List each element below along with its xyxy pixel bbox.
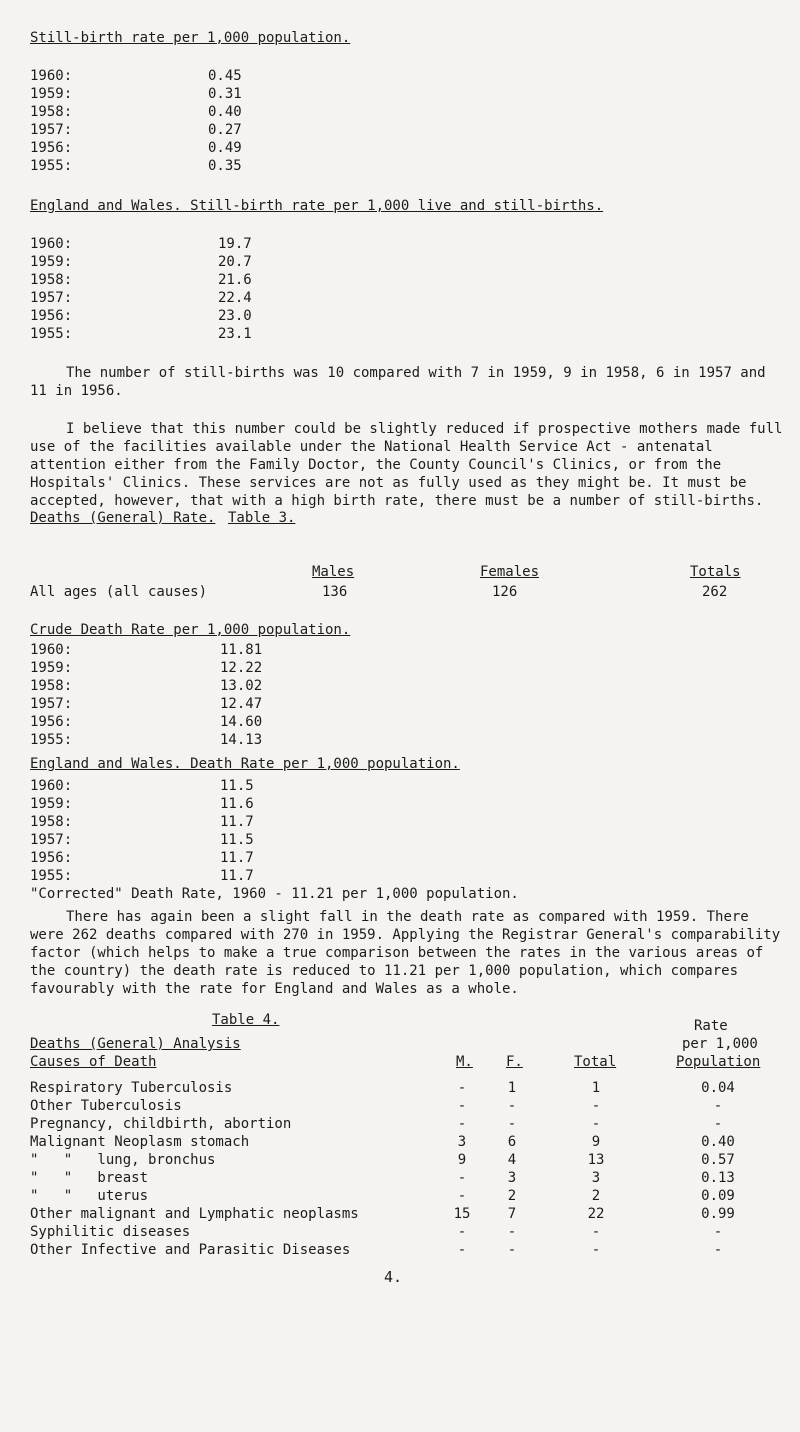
- year-label: 1958:: [30, 814, 73, 830]
- col-m: M.: [456, 1054, 473, 1070]
- year-label: 1956:: [30, 140, 73, 156]
- year-label: 1959:: [30, 86, 73, 102]
- death-rate-paragraph: [30, 908, 785, 998]
- cause-label: Other Tuberculosis: [30, 1098, 182, 1114]
- females-cell: 1: [507, 1080, 517, 1096]
- rate-value: 22.4: [218, 290, 252, 306]
- all-ages-label: All ages (all causes): [30, 584, 208, 600]
- females-cell: 4: [507, 1152, 517, 1168]
- paragraph-text: The number of still-births was 10 compared with 7 in 1959, 9 in 1958, 6 in 1957 and 11 in 1956.: [30, 365, 766, 399]
- paragraph-text: There has again been a slight fall in the death rate as compared with 1959. There were 262 deaths compared with 270 in 1959. Applying the Registrar General's comparability factor (which helps to make a true comparison between the rates in the various areas of the country) the death rate is reduced to 11.21 per 1,000 population, which compares favourably with the rate for England and Wales as a whole.: [30, 909, 781, 997]
- year-label: 1957:: [30, 696, 73, 712]
- females-cell: -: [507, 1098, 517, 1114]
- rate-value: 0.40: [208, 104, 242, 120]
- total-cell: 13: [587, 1152, 605, 1168]
- year-label: 1960:: [30, 68, 73, 84]
- table-4-title: [30, 1036, 241, 1052]
- males-value: 136: [322, 584, 348, 600]
- total-cell: -: [591, 1116, 601, 1132]
- total-cell: 3: [591, 1170, 601, 1186]
- rate-value: 11.5: [220, 832, 254, 848]
- year-label: 1960:: [30, 236, 73, 252]
- cause-label: Other Infective and Parasitic Diseases: [30, 1242, 351, 1258]
- males-cell: 15: [453, 1206, 471, 1222]
- females-cell: 2: [507, 1188, 517, 1204]
- year-label: 1955:: [30, 868, 73, 884]
- total-cell: 9: [591, 1134, 601, 1150]
- year-label: 1959:: [30, 796, 73, 812]
- antenatal-paragraph: [30, 420, 785, 510]
- rate-value: 12.22: [220, 660, 263, 676]
- totals-value: 262: [702, 584, 728, 600]
- females-value: 126: [492, 584, 518, 600]
- rate-value: 11.6: [220, 796, 254, 812]
- rate-cell: -: [713, 1224, 723, 1240]
- rate-cell: -: [713, 1098, 723, 1114]
- year-label: 1959:: [30, 660, 73, 676]
- cause-label: " " uterus: [30, 1188, 149, 1204]
- rate-cell: 0.40: [701, 1134, 735, 1150]
- national-death-rate-heading: England and Wales. Death Rate per 1,000 population.: [30, 756, 460, 772]
- males-cell: -: [457, 1242, 467, 1258]
- year-label: 1958:: [30, 678, 73, 694]
- rate-cell: 0.99: [701, 1206, 735, 1222]
- paragraph-text: I believe that this number could be slightly reduced if prospective mothers made full use of the facilities available under the National Health Service Act - antenatal attention either from the Family Doctor, the County Council's Clinics, or from the Hospitals' Clinics. These services are not as fully used as they might be. It must be accepted, however, that with a high birth rate, there must be a number of still-births.: [30, 421, 783, 509]
- cause-label: " " lung, bronchus: [30, 1152, 216, 1168]
- table-4-label: Table 4.: [212, 1012, 280, 1028]
- cause-label: Syphilitic diseases: [30, 1224, 191, 1240]
- cause-label: Pregnancy, childbirth, abortion: [30, 1116, 292, 1132]
- stillbirth-count-paragraph: [30, 364, 785, 400]
- rate-value: 11.7: [220, 814, 254, 830]
- year-label: 1960:: [30, 642, 73, 658]
- rate-value: 0.31: [208, 86, 242, 102]
- rate-value: 0.27: [208, 122, 242, 138]
- table-3-label: Table 3.: [228, 510, 296, 526]
- col-rate-line-2: per 1,000: [682, 1036, 758, 1052]
- corrected-death-rate: "Corrected" Death Rate, 1960 - 11.21 per 1,000 population.: [30, 886, 519, 902]
- col-rate-line-1: Rate: [694, 1018, 728, 1034]
- year-label: 1959:: [30, 254, 73, 270]
- males-cell: -: [457, 1080, 467, 1096]
- year-label: 1957:: [30, 290, 73, 306]
- rate-value: 11.7: [220, 868, 254, 884]
- crude-death-rate-heading: Crude Death Rate per 1,000 population.: [30, 622, 351, 638]
- rate-value: 11.81: [220, 642, 263, 658]
- cause-label: Other malignant and Lymphatic neoplasms: [30, 1206, 359, 1222]
- males-cell: -: [457, 1116, 467, 1132]
- year-label: 1957:: [30, 832, 73, 848]
- year-label: 1958:: [30, 104, 73, 120]
- cause-label: " " breast: [30, 1170, 149, 1186]
- col-rate-line-3: Population: [676, 1054, 761, 1070]
- females-cell: 3: [507, 1170, 517, 1186]
- females-cell: 6: [507, 1134, 517, 1150]
- year-label: 1957:: [30, 122, 73, 138]
- males-cell: 9: [457, 1152, 467, 1168]
- total-cell: -: [591, 1224, 601, 1240]
- rate-value: 21.6: [218, 272, 252, 288]
- year-label: 1955:: [30, 326, 73, 342]
- rate-value: 12.47: [220, 696, 263, 712]
- year-label: 1955:: [30, 732, 73, 748]
- rate-value: 0.49: [208, 140, 242, 156]
- stillbirth-rate-heading: Still-birth rate per 1,000 population.: [30, 30, 351, 46]
- males-cell: -: [457, 1098, 467, 1114]
- rate-value: 20.7: [218, 254, 252, 270]
- rate-cell: 0.13: [701, 1170, 735, 1186]
- females-cell: -: [507, 1224, 517, 1240]
- total-cell: -: [591, 1098, 601, 1114]
- rate-cell: 0.57: [701, 1152, 735, 1168]
- rate-cell: -: [713, 1242, 723, 1258]
- year-label: 1958:: [30, 272, 73, 288]
- col-f: F.: [506, 1054, 523, 1070]
- total-cell: -: [591, 1242, 601, 1258]
- females-cell: -: [507, 1116, 517, 1132]
- rate-value: 14.60: [220, 714, 263, 730]
- females-cell: 7: [507, 1206, 517, 1222]
- males-cell: -: [457, 1224, 467, 1240]
- rate-value: 23.0: [218, 308, 252, 324]
- rate-value: 0.45: [208, 68, 242, 84]
- rate-value: 13.02: [220, 678, 263, 694]
- year-label: 1956:: [30, 850, 73, 866]
- national-stillbirth-heading: England and Wales. Still-birth rate per 1,000 live and still-births.: [30, 198, 604, 214]
- cause-label: Malignant Neoplasm stomach: [30, 1134, 250, 1150]
- year-label: 1960:: [30, 778, 73, 794]
- year-label: 1956:: [30, 308, 73, 324]
- rate-value: 11.5: [220, 778, 254, 794]
- col-males: Males: [312, 564, 355, 580]
- col-totals: Totals: [690, 564, 741, 580]
- cause-label: Respiratory Tuberculosis: [30, 1080, 233, 1096]
- rate-cell: -: [713, 1116, 723, 1132]
- page-number: 4.: [384, 1268, 403, 1286]
- rate-value: 11.7: [220, 850, 254, 866]
- rate-value: 14.13: [220, 732, 263, 748]
- total-cell: 1: [591, 1080, 601, 1096]
- rate-value: 0.35: [208, 158, 242, 174]
- total-cell: 22: [587, 1206, 605, 1222]
- year-label: 1955:: [30, 158, 73, 174]
- total-cell: 2: [591, 1188, 601, 1204]
- males-cell: -: [457, 1170, 467, 1186]
- rate-value: 23.1: [218, 326, 252, 342]
- males-cell: 3: [457, 1134, 467, 1150]
- rate-cell: 0.04: [701, 1080, 735, 1096]
- table-4-title-text: Deaths (General) Analysis: [30, 1036, 241, 1052]
- males-cell: -: [457, 1188, 467, 1204]
- col-total: Total: [574, 1054, 617, 1070]
- year-label: 1956:: [30, 714, 73, 730]
- females-cell: -: [507, 1242, 517, 1258]
- col-causes-of-death: Causes of Death: [30, 1054, 157, 1070]
- col-females: Females: [480, 564, 540, 580]
- deaths-rate-heading: Deaths (General) Rate.: [30, 510, 216, 526]
- rate-cell: 0.09: [701, 1188, 735, 1204]
- rate-value: 19.7: [218, 236, 252, 252]
